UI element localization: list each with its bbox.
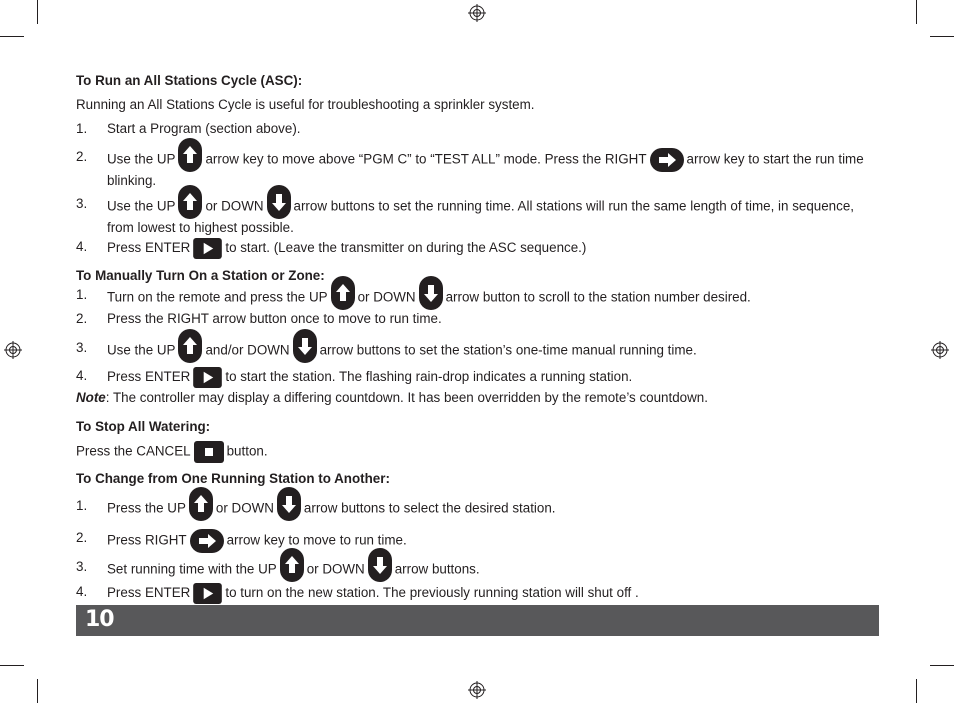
enter-key-icon (193, 367, 222, 388)
up-arrow-key-icon (178, 329, 202, 363)
step-number: 2. (76, 530, 88, 545)
registration-mark-icon (4, 341, 22, 359)
footer-bar (76, 605, 879, 636)
step-text: Set running time with the UP (107, 561, 277, 577)
step-text: Press ENTER (107, 240, 191, 256)
up-arrow-key-icon (331, 276, 355, 310)
crop-mark (37, 679, 38, 703)
step-text: arrow buttons to select the desired station. (303, 500, 556, 516)
section-heading-change: To Change from One Running Station to Another: (76, 471, 390, 486)
step-text: or DOWN (215, 500, 274, 516)
crop-mark (930, 665, 954, 666)
crop-mark (0, 665, 24, 666)
step-text: Start a Program (section above). (107, 121, 301, 136)
crop-mark (0, 36, 24, 37)
down-arrow-key-icon (267, 185, 291, 219)
up-arrow-key-icon (178, 138, 202, 172)
section-heading-asc: To Run an All Stations Cycle (ASC): (76, 73, 303, 88)
stop-instruction (76, 441, 268, 463)
down-arrow-key-icon (293, 329, 317, 363)
asc-intro: Running an All Stations Cycle is useful for troubleshooting a sprinkler system. (76, 97, 535, 112)
down-arrow-key-icon (368, 548, 392, 582)
up-arrow-key-icon (189, 487, 213, 521)
step-text: Use the UP (107, 198, 176, 214)
right-arrow-key-icon (650, 148, 684, 172)
step-text: arrow buttons to set the station’s one-time manual running time. (319, 342, 697, 358)
step-number: 3. (76, 196, 88, 211)
step-text: arrow buttons. (394, 561, 480, 577)
up-arrow-key-icon (280, 548, 304, 582)
step-text: Press the RIGHT arrow button once to move to run time. (107, 311, 442, 326)
step-text: Press the CANCEL (76, 443, 191, 459)
step-number: 2. (76, 149, 88, 164)
step-text: and/or DOWN (205, 342, 290, 358)
step-text: or DOWN (357, 289, 416, 305)
step-text: or DOWN (306, 561, 365, 577)
step-number: 1. (76, 287, 88, 302)
step-text: Turn on the remote and press the UP (107, 289, 328, 305)
step-text: Press the UP (107, 500, 186, 516)
step-text: arrow button to scroll to the station number desired. (445, 289, 751, 305)
crop-mark (37, 0, 38, 24)
step-text: button. (226, 443, 268, 459)
step-number: 1. (76, 498, 88, 513)
step-text: Press ENTER (107, 369, 191, 385)
step-text: arrow key to move to run time. (226, 532, 407, 548)
step-text: to turn on the new station. The previously running station will shut off . (225, 585, 639, 601)
step-number: 4. (76, 584, 88, 599)
step-text: Press ENTER (107, 585, 191, 601)
up-arrow-key-icon (178, 185, 202, 219)
step-number: 4. (76, 368, 88, 383)
registration-mark-icon (468, 681, 486, 699)
registration-mark-icon (468, 4, 486, 22)
crop-mark (916, 679, 917, 703)
crop-mark (916, 0, 917, 24)
step-number: 4. (76, 239, 88, 254)
note-text: : The controller may display a differing countdown. It has been overridden by the remote’s countdown. (105, 390, 708, 405)
section-heading-manual: To Manually Turn On a Station or Zone: (76, 268, 325, 283)
step-number: 3. (76, 559, 88, 574)
crop-mark (930, 36, 954, 37)
step-number: 2. (76, 311, 88, 326)
step-text: to start the station. The flashing rain-drop indicates a running station. (225, 369, 633, 385)
note (76, 389, 708, 406)
step-text: Use the UP (107, 342, 176, 358)
step-text: or DOWN (205, 198, 264, 214)
step-text: to start. (Leave the transmitter on during the ASC sequence.) (225, 240, 587, 256)
enter-key-icon (193, 583, 222, 604)
step-number: 1. (76, 121, 88, 136)
down-arrow-key-icon (419, 276, 443, 310)
section-heading-stop: To Stop All Watering: (76, 419, 211, 434)
step-text: arrow buttons to set the running time. All stations will run the same length of time, in sequence, from lowest to highest possible. (107, 198, 854, 235)
right-arrow-key-icon (190, 529, 224, 553)
enter-key-icon (193, 238, 222, 259)
page-number: 10 (85, 607, 114, 632)
step-text: arrow key to move above “PGM C” to “TEST ALL” mode. Press the RIGHT (205, 151, 647, 167)
step-text: arrow key to start the run time blinking. (107, 151, 864, 188)
down-arrow-key-icon (277, 487, 301, 521)
step-text: Use the UP (107, 151, 176, 167)
step-number: 3. (76, 340, 88, 355)
note-label: Note (76, 390, 106, 405)
cancel-key-icon (194, 441, 224, 463)
registration-mark-icon (931, 341, 949, 359)
step-text: Press RIGHT (107, 532, 187, 548)
